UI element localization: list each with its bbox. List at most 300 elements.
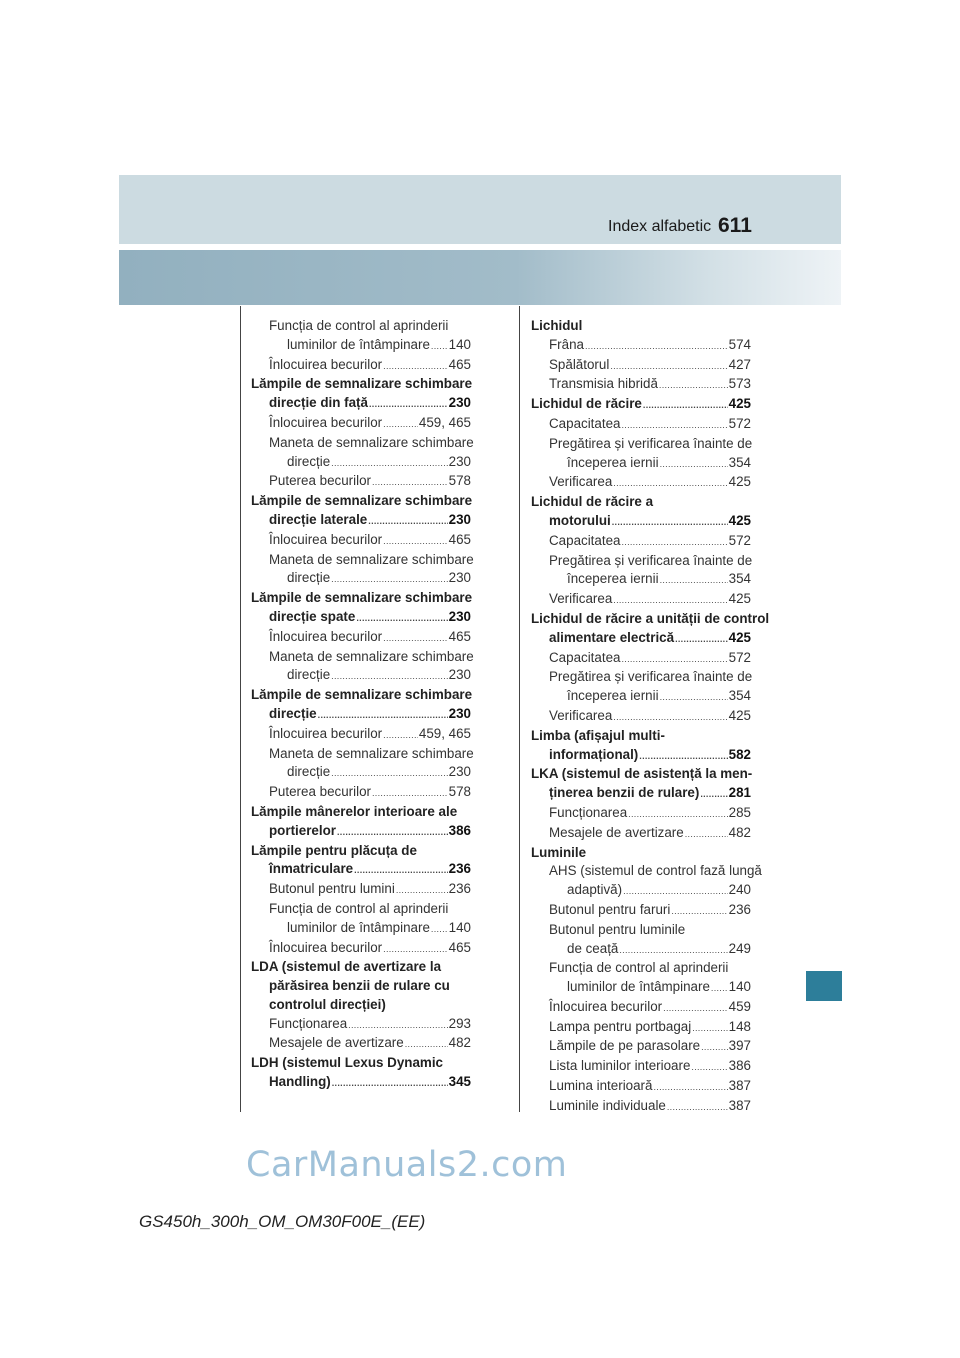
index-term: începerea iernii	[567, 454, 659, 470]
index-term: Înlocuirea becurilor	[269, 628, 383, 644]
index-entry-line	[531, 610, 770, 629]
page-reference: 459	[728, 998, 751, 1014]
index-term: Handling)	[269, 1074, 331, 1090]
dot-leader	[612, 513, 728, 532]
page-reference: 240	[728, 882, 751, 898]
index-term: Lista luminilor interioare	[549, 1058, 691, 1074]
page-reference: 397	[728, 1038, 751, 1054]
index-entry-line	[251, 842, 471, 861]
page-reference: 236	[448, 881, 471, 897]
index-entry-line	[531, 707, 751, 727]
page-reference: 354	[728, 454, 751, 470]
index-entry-line	[531, 1057, 751, 1077]
index-entry	[251, 803, 471, 842]
index-entry	[531, 493, 751, 532]
page-reference: 285	[728, 804, 751, 820]
index-subentry	[531, 1057, 751, 1077]
dot-leader	[711, 979, 728, 998]
index-entry-line	[251, 996, 471, 1015]
index-subentry	[251, 317, 471, 356]
index-entry-line	[251, 394, 471, 414]
index-term: Lămpile mânerelor interioare ale	[251, 803, 458, 819]
index-entry-line	[531, 454, 751, 474]
index-term: direcție	[269, 705, 317, 721]
dot-leader	[383, 357, 448, 376]
index-term: Maneta de semnalizare schimbare	[269, 551, 474, 567]
dot-leader	[621, 650, 727, 669]
index-term: AHS (sistemul de control fază lungă	[549, 863, 762, 879]
page-reference: 459, 465	[418, 725, 471, 741]
dot-leader	[700, 785, 727, 804]
page-reference: 582	[728, 746, 751, 762]
index-entry-line	[251, 648, 474, 667]
index-entry-line	[531, 784, 751, 804]
index-entry-line	[251, 1015, 471, 1035]
page-reference: 230	[448, 705, 471, 721]
index-term: Înlocuirea becurilor	[269, 939, 383, 955]
dot-leader	[643, 396, 728, 415]
index-entry-line	[251, 551, 474, 570]
page-reference: 482	[728, 824, 751, 840]
index-term: de ceață	[567, 940, 619, 956]
index-subentry	[531, 921, 751, 960]
index-entry-line	[251, 919, 471, 939]
index-term: Butonul pentru luminile	[549, 921, 686, 937]
index-term: direcție laterale	[269, 511, 368, 527]
index-entry-line	[531, 687, 751, 707]
index-entry-line	[531, 512, 751, 532]
watermark: CarManuals2.com	[246, 1145, 568, 1185]
index-subentry	[531, 336, 751, 356]
page-reference: 425	[728, 707, 751, 723]
index-entry-line	[251, 628, 471, 648]
index-subentry	[251, 783, 471, 803]
page-reference: 459, 465	[418, 414, 471, 430]
index-term: LDA (sistemul de avertizare la	[251, 959, 442, 975]
page-reference: 140	[448, 336, 471, 352]
index-term: înmatriculare	[269, 861, 354, 877]
index-entry-line	[251, 589, 471, 608]
index-entry-line	[251, 900, 471, 919]
index-subentry	[251, 745, 474, 784]
index-term: Capacitatea	[549, 415, 621, 431]
dot-leader	[621, 533, 727, 552]
index-entry	[251, 1054, 471, 1093]
index-entry-line	[531, 473, 751, 493]
index-term: direcție spate	[269, 608, 356, 624]
index-term: Funcționarea	[269, 1015, 348, 1031]
page-reference: 293	[448, 1015, 471, 1031]
index-term: adaptivă)	[567, 882, 623, 898]
index-term: Lichidul de răcire	[531, 396, 642, 412]
index-subentry	[531, 473, 751, 493]
index-subentry	[251, 939, 471, 959]
index-term: direcție din față	[269, 395, 368, 411]
page-reference: 387	[728, 1078, 751, 1094]
index-entry-line	[531, 668, 751, 687]
index-term: Transmisia hibridă	[549, 376, 658, 392]
page-reference: 230	[448, 511, 471, 527]
dot-leader	[667, 1098, 728, 1117]
page-reference: 425	[728, 629, 751, 645]
index-entry-line	[251, 453, 471, 473]
index-term: Pregătirea și verificarea înainte de	[549, 552, 753, 568]
index-term: Lămpile pentru plăcuța de	[251, 842, 417, 858]
page-reference: 465	[448, 531, 471, 547]
page-reference: 465	[448, 356, 471, 372]
dot-leader	[685, 825, 728, 844]
index-subentry	[251, 472, 471, 492]
index-subentry	[531, 356, 751, 376]
index-subentry	[251, 414, 471, 434]
dot-leader	[368, 512, 447, 531]
page-reference: 425	[728, 474, 751, 490]
dot-leader	[610, 357, 727, 376]
index-entry-line	[251, 1054, 471, 1073]
index-subentry	[251, 900, 471, 939]
dot-leader	[331, 570, 447, 589]
page-reference: 387	[728, 1097, 751, 1113]
index-subentry	[531, 804, 751, 824]
index-term: Butonul pentru lumini	[269, 881, 395, 897]
index-entry-line	[531, 998, 751, 1018]
index-term: Pregătirea și verificarea înainte de	[549, 435, 753, 451]
index-subentry	[251, 356, 471, 376]
page-reference: 148	[728, 1018, 751, 1034]
dot-leader	[639, 747, 727, 766]
index-entry-line	[251, 375, 471, 394]
index-entry-line	[531, 765, 751, 784]
index-entry-line	[531, 881, 751, 901]
index-term: informațional)	[549, 746, 639, 762]
page-reference: 573	[728, 376, 751, 392]
index-entry-line	[251, 763, 471, 783]
dot-leader	[331, 454, 447, 473]
index-term: Lumina interioară	[549, 1078, 653, 1094]
index-term: Limba (afișajul multi-	[531, 727, 665, 743]
index-entry-line	[251, 511, 471, 531]
index-term: Spălătorul	[549, 356, 610, 372]
dot-leader	[383, 940, 448, 959]
index-term: LDH (sistemul Lexus Dynamic	[251, 1055, 443, 1071]
index-entry-line	[531, 901, 751, 921]
index-entry	[531, 317, 751, 336]
dot-leader	[356, 609, 447, 628]
index-entry-line	[251, 608, 471, 628]
dot-leader	[348, 1016, 447, 1035]
index-entry-line	[251, 472, 471, 492]
index-entry-line	[531, 317, 751, 336]
index-subentry	[531, 824, 751, 844]
index-entry-line	[531, 804, 751, 824]
index-entry-line	[531, 552, 751, 571]
index-entry-line	[531, 862, 762, 881]
index-entry-line	[531, 844, 751, 863]
index-term: părăsirea benzii de rulare cu	[269, 978, 450, 994]
index-subentry	[251, 1034, 471, 1054]
index-term: Maneta de semnalizare schimbare	[269, 745, 474, 761]
dot-leader	[431, 337, 448, 356]
index-entry-line	[531, 356, 751, 376]
index-entry-line	[251, 783, 471, 803]
index-entry-line	[251, 1073, 471, 1093]
index-term: Înlocuirea becurilor	[549, 998, 663, 1014]
dot-leader	[671, 902, 727, 921]
dot-leader	[613, 591, 727, 610]
index-term: Mesajele de avertizare	[549, 824, 684, 840]
index-entry	[251, 375, 471, 414]
index-term: Lichidul	[531, 318, 583, 333]
index-subentry	[531, 415, 751, 435]
dot-leader	[337, 823, 448, 842]
dot-leader	[331, 667, 447, 686]
footer-doc-code: GS450h_300h_OM_OM30F00E_(EE)	[139, 1212, 426, 1231]
index-term: Luminile individuale	[549, 1097, 666, 1113]
index-subentry	[531, 532, 751, 552]
page-reference: 572	[728, 532, 751, 548]
index-entry	[531, 765, 751, 804]
index-term: luminilor de întâmpinare	[287, 919, 430, 935]
index-term: Înlocuirea becurilor	[269, 725, 383, 741]
page-reference: 386	[728, 1058, 751, 1074]
index-subentry	[531, 998, 751, 1018]
dot-leader	[613, 474, 727, 493]
index-entry-line	[251, 686, 471, 705]
dot-leader	[383, 629, 448, 648]
index-entry-line	[531, 727, 751, 746]
index-entry-line	[531, 824, 751, 844]
index-entry-line	[531, 415, 751, 435]
header-band	[119, 250, 841, 305]
index-entry-line	[531, 629, 751, 649]
index-term: Maneta de semnalizare schimbare	[269, 648, 474, 664]
column-divider-right	[519, 306, 520, 1112]
index-term: Lămpile de pe parasolare	[549, 1038, 701, 1054]
page-reference: 230	[448, 764, 471, 780]
index-entry-line	[251, 880, 471, 900]
index-entry-line	[251, 434, 474, 453]
page-reference: 465	[448, 939, 471, 955]
index-entry-line	[531, 570, 751, 590]
column-divider-left	[240, 306, 241, 1112]
dot-leader	[663, 999, 728, 1018]
page-reference: 425	[728, 512, 751, 528]
index-entry-line	[251, 531, 471, 551]
page-reference: 578	[448, 473, 471, 489]
index-subentry	[531, 1037, 751, 1057]
dot-leader	[701, 1038, 728, 1057]
index-subentry	[531, 552, 751, 591]
section-title: Index alfabetic	[608, 218, 712, 235]
index-entry-line	[251, 336, 471, 356]
dot-leader	[383, 532, 448, 551]
dot-leader	[623, 882, 728, 901]
index-column-right	[531, 317, 770, 1117]
dot-leader	[372, 784, 448, 803]
page-reference: 425	[728, 591, 751, 607]
index-entry	[251, 842, 471, 881]
index-term: Capacitatea	[549, 649, 621, 665]
dot-leader	[613, 708, 727, 727]
chapter-tab	[806, 971, 842, 1001]
page-reference: 572	[728, 649, 751, 665]
page-reference: 578	[448, 784, 471, 800]
page-reference: 427	[728, 356, 751, 372]
index-subentry	[251, 434, 474, 473]
index-subentry	[251, 531, 471, 551]
index-entry-line	[251, 939, 471, 959]
dot-leader	[372, 473, 448, 492]
index-subentry	[251, 1015, 471, 1035]
index-entry	[531, 395, 751, 415]
dot-leader	[659, 376, 728, 395]
index-entry	[251, 492, 471, 531]
index-term: Puterea becurilor	[269, 473, 371, 489]
index-subentry	[531, 862, 762, 901]
index-entry-line	[531, 1077, 751, 1097]
index-entry-line	[531, 921, 751, 940]
index-subentry	[531, 959, 751, 998]
index-entry-line	[251, 958, 471, 977]
dot-leader	[369, 395, 448, 414]
dot-leader	[653, 1078, 727, 1097]
page-reference: 482	[448, 1035, 471, 1051]
index-term: Frâna	[549, 336, 584, 352]
index-entry-line	[251, 705, 471, 725]
index-term: Lichidul de răcire a	[531, 494, 654, 510]
index-term: Pregătirea și verificarea înainte de	[549, 669, 753, 685]
index-term: alimentare electrică	[549, 629, 675, 645]
dot-leader	[660, 571, 728, 590]
dot-leader	[332, 1074, 448, 1093]
dot-leader	[383, 726, 418, 745]
index-entry-line	[531, 940, 751, 960]
index-entry-line	[531, 1097, 751, 1117]
index-entry-line	[251, 745, 474, 764]
index-subentry	[251, 551, 474, 590]
index-entry-line	[531, 1037, 751, 1057]
page-reference: 354	[728, 571, 751, 587]
index-entry-line	[531, 978, 751, 998]
index-term: direcție	[287, 453, 331, 469]
index-subentry	[531, 649, 751, 669]
index-subentry	[531, 590, 751, 610]
page-reference: 230	[448, 570, 471, 586]
dot-leader	[383, 415, 418, 434]
index-subentry	[531, 1018, 751, 1038]
index-entry-line	[251, 822, 471, 842]
dot-leader	[621, 416, 727, 435]
dot-leader	[660, 455, 728, 474]
index-term: Luminile	[531, 844, 587, 860]
dot-leader	[675, 630, 728, 649]
index-term: direcție	[287, 667, 331, 683]
index-term: începerea iernii	[567, 688, 659, 704]
page-reference: 140	[448, 919, 471, 935]
index-term: Lichidul de răcire a unității de control	[531, 610, 770, 626]
index-subentry	[531, 668, 751, 707]
index-entry-line	[531, 336, 751, 356]
index-term: Mesajele de avertizare	[269, 1035, 404, 1051]
index-entry	[251, 958, 471, 1014]
index-term: Lămpile de semnalizare schimbare	[251, 590, 473, 606]
dot-leader	[431, 920, 448, 939]
index-entry-line	[251, 414, 471, 434]
index-term: Lampa pentru portbagaj	[549, 1018, 692, 1034]
page-number: 611	[718, 214, 752, 237]
index-entry-line	[251, 569, 471, 589]
page-reference: 140	[728, 979, 751, 995]
index-entry-line	[531, 532, 751, 552]
index-term: Funcția de control al aprinderii	[549, 960, 729, 976]
dot-leader	[585, 337, 728, 356]
index-term: motorului	[549, 512, 611, 528]
index-entry	[531, 844, 751, 863]
index-entry	[251, 686, 471, 725]
index-entry-line	[531, 959, 751, 978]
page-reference: 230	[448, 395, 471, 411]
index-term: luminilor de întâmpinare	[287, 336, 430, 352]
index-entry-line	[251, 860, 471, 880]
dot-leader	[628, 805, 727, 824]
index-entry-line	[531, 395, 751, 415]
index-entry-line	[251, 666, 471, 686]
index-term: LKA (sistemul de asistență la men-	[531, 766, 753, 782]
index-term: ținerea benzii de rulare)	[549, 785, 700, 801]
index-term: Lămpile de semnalizare schimbare	[251, 687, 473, 703]
page-reference: 386	[448, 822, 471, 838]
index-entry-line	[251, 492, 471, 511]
index-term: portierelor	[269, 822, 336, 838]
index-entry-line	[531, 435, 751, 454]
page-reference: 249	[728, 940, 751, 956]
index-term: Verificarea	[549, 707, 613, 723]
index-entry-line	[531, 649, 751, 669]
index-term: Înlocuirea becurilor	[269, 356, 383, 372]
index-term: Verificarea	[549, 591, 613, 607]
index-term: controlul direcției)	[269, 996, 386, 1012]
index-column-left	[251, 317, 474, 1093]
dot-leader	[660, 688, 728, 707]
dot-leader	[405, 1035, 448, 1054]
dot-leader	[331, 764, 447, 783]
index-subentry	[531, 375, 751, 395]
index-entry-line	[531, 375, 751, 395]
index-subentry	[531, 901, 751, 921]
page-reference: 465	[448, 628, 471, 644]
index-entry-line	[251, 803, 471, 822]
index-term: Puterea becurilor	[269, 784, 371, 800]
index-term: Lămpile de semnalizare schimbare	[251, 376, 473, 392]
index-term: Butonul pentru faruri	[549, 901, 671, 917]
page-reference: 230	[448, 667, 471, 683]
index-entry-line	[531, 590, 751, 610]
index-term: direcție	[287, 570, 331, 586]
index-subentry	[251, 880, 471, 900]
page-reference: 236	[448, 861, 471, 877]
page-reference: 425	[728, 396, 751, 412]
index-entry-line	[251, 725, 471, 745]
index-entry	[251, 589, 471, 628]
index-term: Maneta de semnalizare schimbare	[269, 434, 474, 450]
index-entry-line	[251, 1034, 471, 1054]
index-term: Verificarea	[549, 474, 613, 490]
page-reference: 281	[728, 785, 751, 801]
dot-leader	[354, 861, 448, 880]
page-reference: 572	[728, 415, 751, 431]
index-subentry	[531, 1077, 751, 1097]
index-term: Înlocuirea becurilor	[269, 414, 383, 430]
